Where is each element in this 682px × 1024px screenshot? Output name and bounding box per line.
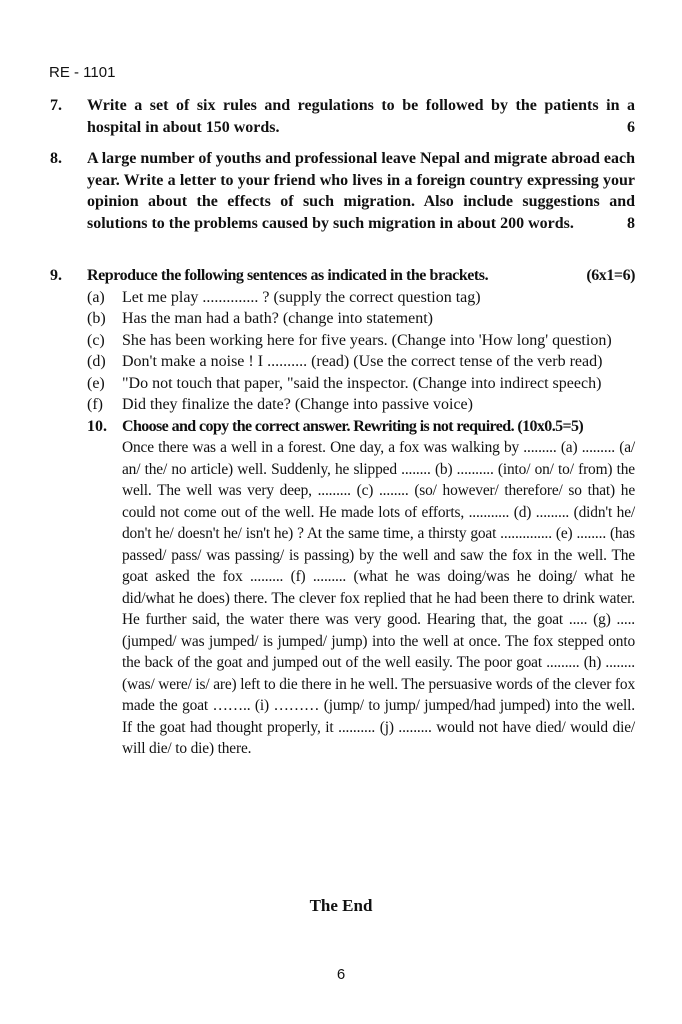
question-marks: (6x1=6) xyxy=(586,267,635,284)
sub-item-label: (e) xyxy=(87,374,105,392)
page-number: 6 xyxy=(336,966,346,983)
sub-item-text: "Do not touch that paper, "said the inspector. (Change into indirect speech) xyxy=(122,374,602,392)
question-10 xyxy=(87,416,635,760)
sub-item-label: (f) xyxy=(87,396,103,413)
question-number: 7. xyxy=(50,97,62,114)
question-number: 8. xyxy=(50,150,62,167)
sub-item-label: (a) xyxy=(87,288,105,306)
sub-item-a xyxy=(87,287,635,309)
question-prompt: Reproduce the following sentences as indicated in the brackets. xyxy=(87,267,489,284)
sub-item-text: Did they finalize the date? (Change into passive voice) xyxy=(122,396,473,413)
sub-item-label: (d) xyxy=(87,353,106,370)
question-title xyxy=(87,265,635,287)
sub-item-d xyxy=(87,351,635,373)
sub-item-b xyxy=(87,308,635,330)
question-number: 9. xyxy=(50,267,62,284)
question-9 xyxy=(50,265,635,760)
sub-item-text: Has the man had a bath? (change into statement) xyxy=(122,310,433,327)
cloze-passage: Once there was a well in a forest. One day, a fox was walking by ......... (a) ......... (a/ an/ the/ no article) well. Suddenly, he slipped ........ (b) .......... (into/ on/ to/ from) the well. The well was very deep, ......... (c) ........ (so/ however/ therefore/ so that) he could not come out of the well. He made lots of efforts, ........... (d) ......... (didn't he/ don't he/ doesn't he/ isn't he) ? At the same time, a thirsty goat .............. (e) ........ (has passed/ pass/ was passing/ is passing) by the well and saw the fox in the well. The goat asked the fox ......... (f) ......... (what he was doing/was he doing/ what he did/what he does) there. The clever fox replied that he had been there to drink water. He further said, the water there was very good. Hearing that, the goat ..... (g) ..... (jumped/ was jumped/ is jumped/ jump) into the well at once. The fox stepped onto the back of the goat and jumped out of the well easily. The poor goat ......... (h) ........ (was/ were/ is/ are) left to die there in he well. The persuasive words of the clever fox made the goat …….. (i) ……… (jump/ to jump/ jumped/had jumped) into the well. If the goat had thought properly, it .......... (j) ......... would not have died/ would die/ will die/ to die) there. xyxy=(122,439,635,757)
sub-item-label: (c) xyxy=(87,331,105,349)
question-number: 10. xyxy=(87,417,107,435)
end-text: The End xyxy=(309,896,373,915)
sub-item-f xyxy=(87,394,635,416)
sub-item-label: (b) xyxy=(87,310,106,327)
sub-item-text: Let me play .............. ? (supply the correct question tag) xyxy=(122,288,481,306)
question-prompt: A large number of youths and professional leave Nepal and migrate abroad each year. Write a letter to your friend who lives in a foreign country expressing your opinion about the effects of such migration. Also include suggestions and solutions to the problems caused by such migration in about 200 words. xyxy=(87,150,635,232)
question-8 xyxy=(50,148,635,234)
sub-item-text: She has been working here for five years. (Change into 'How long' question) xyxy=(122,331,612,349)
question-marks: 8 xyxy=(627,214,635,232)
question-title: Choose and copy the correct answer. Rewriting is not required. (10x0.5=5) xyxy=(122,417,584,435)
question-7 xyxy=(50,95,635,138)
question-text xyxy=(87,95,635,138)
sub-item-c xyxy=(87,330,635,352)
question-marks: 6 xyxy=(627,118,635,136)
question-prompt: Write a set of six rules and regulations to be followed by the patients in a hospital in about 150 words. xyxy=(87,97,635,136)
paper-code: RE - 1101 xyxy=(49,64,116,81)
sub-item-text: Don't make a noise ! I .......... (read) (Use the correct tense of the verb read) xyxy=(122,353,603,370)
sub-item-e xyxy=(87,373,635,395)
question-text xyxy=(87,148,635,234)
